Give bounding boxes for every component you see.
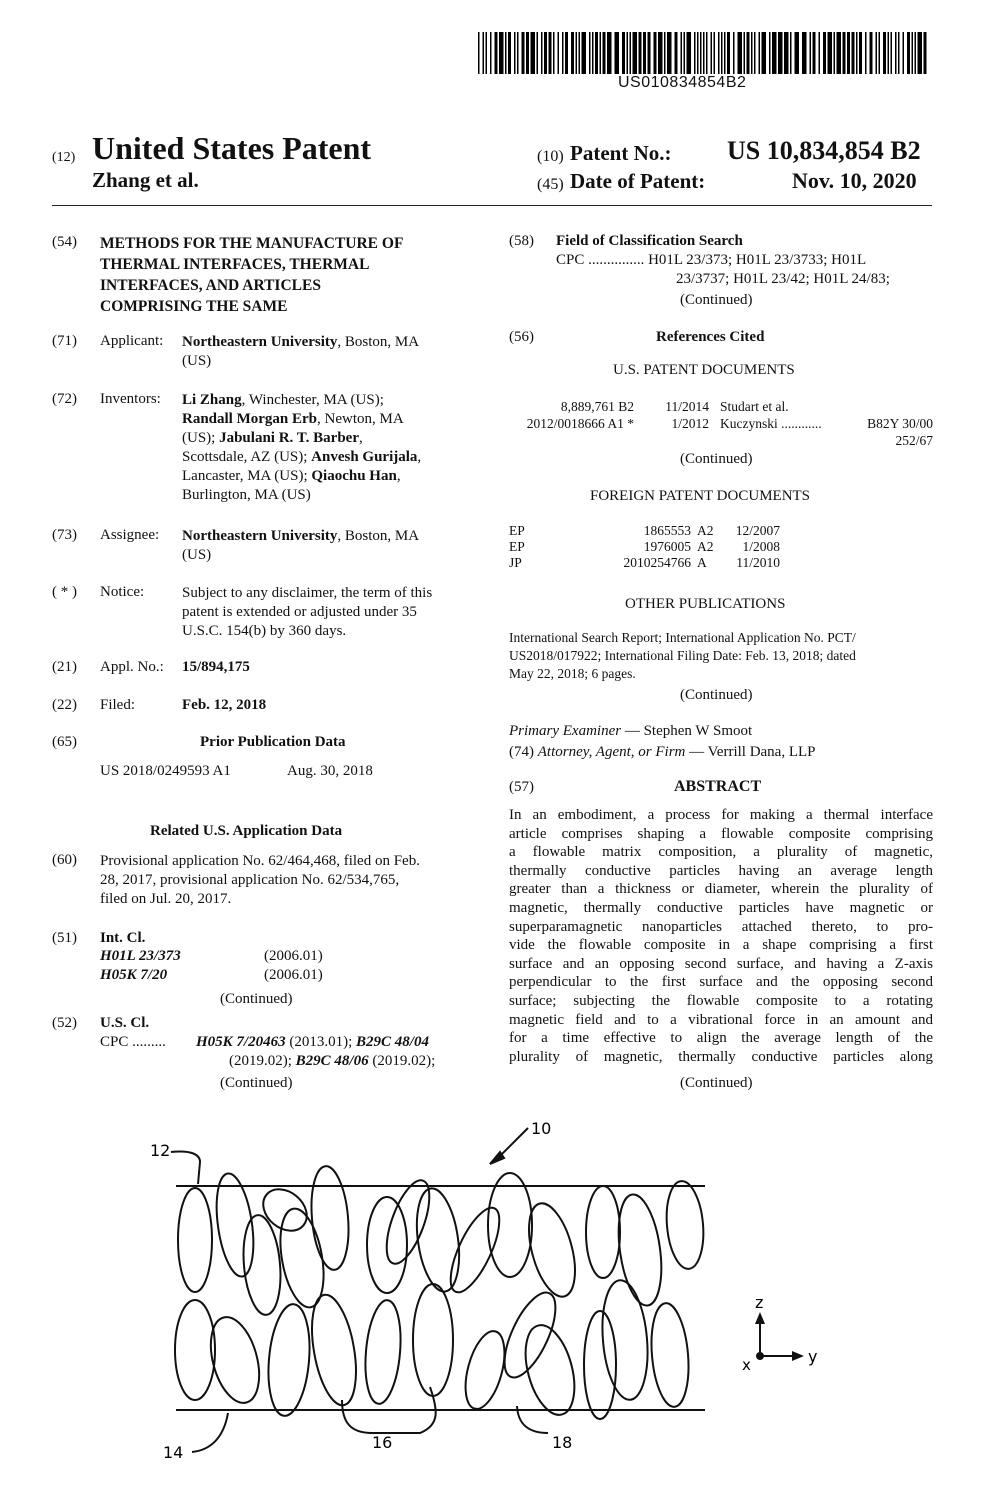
abstract-code: (57): [509, 779, 534, 795]
axis-y-arrow: [792, 1351, 804, 1361]
barcode-bar: [727, 32, 730, 74]
particle-ellipse: [586, 1186, 620, 1278]
barcode-bar: [813, 32, 816, 74]
barcode-bar: [870, 32, 873, 74]
us-doc-date: 11/2014: [665, 399, 709, 414]
barcode-bar: [582, 32, 587, 74]
us-doc-name: Kuczynski ............: [720, 416, 822, 431]
barcode-bar: [486, 32, 488, 74]
barcode-bar: [718, 32, 720, 74]
barcode-bar: [810, 32, 812, 74]
particle-ellipse: [255, 1181, 315, 1239]
axis-x-label: x: [742, 1356, 751, 1374]
barcode-bar: [627, 32, 629, 74]
intcl-label: Int. Cl.: [100, 930, 146, 946]
barcode-bar: [694, 32, 696, 74]
uscl-version: (2019.02);: [229, 1053, 296, 1069]
particle-ellipse: [494, 1286, 566, 1385]
barcode-bar: [759, 32, 761, 74]
examiner-dash: —: [621, 723, 644, 739]
barcode-bar: [859, 32, 862, 74]
filed-code: (22): [52, 697, 77, 713]
barcode-bar: [633, 32, 638, 74]
foreign-country: EP: [509, 539, 525, 554]
assignee-code: (73): [52, 527, 77, 543]
other-line: International Search Report; International Application No. PCT/: [509, 630, 856, 645]
barcode: [478, 32, 930, 74]
foreign-date: 11/2010: [736, 555, 780, 570]
particle-ellipse: [648, 1302, 693, 1409]
prior-code: (65): [52, 734, 77, 750]
abstract-line: magnetic field and to a vibrational force in an amount and: [509, 1011, 933, 1028]
barcode-bar: [576, 32, 578, 74]
particle-ellipse: [458, 1327, 512, 1413]
barcode-bar: [843, 32, 846, 74]
barcode-bar: [541, 32, 543, 74]
assignee-label: Assignee:: [100, 527, 160, 543]
inventors-list: Li Zhang, Winchester, MA (US); Randall Morgan Erb, Newton, MA (US); Jabulani R. T. Barber, Scottsdale, AZ (US); Anvesh Gurijala, Lancaster, MA (US); Qiaochu Han, Burlington, MA (US): [182, 391, 482, 505]
date-label: Date of Patent:: [570, 169, 706, 193]
assignee-name: Northeastern University: [182, 528, 338, 544]
us-doc-name: Studart et al.: [720, 399, 789, 414]
ref-12: 12: [150, 1141, 171, 1160]
barcode-bar: [622, 32, 625, 74]
particle-ellipse: [488, 1173, 532, 1277]
abstract-heading: ABSTRACT: [674, 778, 762, 795]
field-continued: (Continued): [680, 292, 753, 308]
foreign-country: EP: [509, 523, 525, 538]
barcode-bar: [795, 32, 800, 74]
barcode-bar: [856, 32, 858, 74]
foreign-kind: A2: [697, 539, 714, 554]
notice-line: patent is extended or adjusted under 35: [182, 604, 417, 620]
uscl-class: H05K 7/20463: [196, 1034, 286, 1050]
axis-x-dot: [756, 1352, 764, 1360]
foreign-heading: FOREIGN PATENT DOCUMENTS: [590, 488, 811, 504]
barcode-bar: [499, 32, 504, 74]
axis-z-label: z: [755, 1293, 764, 1312]
applicant-code: (71): [52, 333, 77, 349]
barcode-bar: [537, 32, 539, 74]
abstract-line: magnetic, thermally conductive particles have magnetic or: [509, 899, 933, 916]
other-continued: (Continued): [680, 687, 753, 703]
inventor-name: Anvesh Gurijala: [311, 449, 418, 465]
barcode-bar: [888, 32, 890, 74]
leader-line-14: [192, 1413, 228, 1452]
particle-ellipse: [362, 1299, 405, 1406]
particle-ellipse: [663, 1180, 707, 1271]
abstract-line: for a time effective to align the average length of the: [509, 1030, 933, 1047]
abstract-line: surface; subjecting the flowable composite to a rotating: [509, 992, 933, 1009]
particles-group: [175, 1165, 707, 1420]
barcode-bar: [675, 32, 678, 74]
barcode-bar: [754, 32, 756, 74]
patent-type: United States Patent: [92, 130, 372, 166]
inventor-name: Randall Morgan Erb: [182, 411, 318, 427]
particle-ellipse: [584, 1311, 616, 1419]
uscl-line1: [196, 1034, 429, 1051]
us-doc-class: 252/67: [895, 433, 933, 448]
barcode-bar: [903, 32, 905, 74]
barcode-bar: [837, 32, 842, 74]
abstract-continued: (Continued): [680, 1075, 753, 1091]
field-heading: Field of Classification Search: [556, 233, 743, 249]
barcode-bar: [615, 32, 620, 74]
patent-number: US 10,834,854 B2: [727, 136, 921, 165]
barcode-bar: [531, 32, 536, 74]
patent-figure: [0, 1100, 1000, 1500]
examiner-name: Stephen W Smoot: [643, 723, 753, 739]
leader-line-10: [498, 1128, 528, 1158]
notice-text: [182, 584, 476, 641]
barcode-bar: [681, 32, 683, 74]
axis-z-arrow: [755, 1312, 765, 1324]
attorney-dash: —: [685, 744, 708, 760]
uscl-line2: [229, 1053, 435, 1070]
barcode-bar: [852, 32, 855, 74]
prior-heading: Prior Publication Data: [200, 734, 346, 750]
barcode-bar: [595, 32, 598, 74]
applicant-country: (US): [182, 353, 212, 369]
barcode-bar: [706, 32, 708, 74]
header-rule: [52, 205, 932, 206]
related-heading: Related U.S. Application Data: [150, 823, 343, 839]
inventor-location: , Winchester, MA (US);: [241, 392, 384, 408]
applicant-label: Applicant:: [100, 333, 164, 349]
field-code: (58): [509, 233, 534, 249]
assignee-value: [182, 527, 477, 565]
inventor-location: , Newton, MA: [317, 411, 404, 427]
barcode-bar: [654, 32, 657, 74]
intcl-version: (2006.01): [264, 948, 323, 964]
foreign-number: 2010254766: [623, 555, 691, 570]
uscl-continued: (Continued): [220, 1075, 293, 1091]
code-10: (10): [537, 148, 564, 165]
notice-line: Subject to any disclaimer, the term of this: [182, 585, 433, 601]
barcode-bar: [819, 32, 821, 74]
barcode-bar: [505, 32, 507, 74]
particle-ellipse: [240, 1214, 285, 1317]
barcode-bar: [658, 32, 663, 74]
particle-ellipse: [308, 1165, 353, 1272]
code-12: (12): [52, 150, 76, 165]
barcode-number: US010834854B2: [618, 74, 747, 91]
barcode-bar: [687, 32, 692, 74]
barcode-bar: [526, 32, 529, 74]
related-line: 28, 2017, provisional application No. 62/534,765,: [100, 872, 400, 888]
barcode-bar: [744, 32, 746, 74]
refs-heading: References Cited: [656, 329, 765, 345]
inventor-name: Qiaochu Han: [311, 468, 397, 484]
particle-ellipse: [305, 1291, 364, 1408]
appl-number: 15/894,175: [182, 659, 250, 675]
barcode-bar: [778, 32, 783, 74]
leader-line-12: [171, 1151, 200, 1184]
barcode-bar: [912, 32, 914, 74]
inventors-code: (72): [52, 391, 77, 407]
barcode-bar: [697, 32, 699, 74]
barcode-bar: [898, 32, 900, 74]
barcode-bar: [558, 32, 560, 74]
particle-ellipse: [178, 1188, 212, 1292]
other-heading: OTHER PUBLICATIONS: [625, 596, 786, 612]
barcode-bar: [549, 32, 552, 74]
other-line: US2018/017922; International Filing Date: Feb. 13, 2018; dated: [509, 648, 856, 663]
us-doc-number: 2012/0018666 A1 *: [526, 416, 634, 431]
other-publications: [509, 629, 933, 683]
related-line: Provisional application No. 62/464,468, filed on Feb.: [100, 853, 420, 869]
patent-date: Nov. 10, 2020: [792, 168, 917, 193]
barcode-bar: [562, 32, 564, 74]
abstract-line: superparamagnetic nanoparticles attached thereto, to pro-: [509, 918, 933, 935]
title-line: COMPRISING THE SAME: [100, 298, 288, 315]
foreign-date: 1/2008: [742, 539, 780, 554]
barcode-bar: [648, 32, 651, 74]
related-text: [100, 852, 476, 909]
title-line: THERMAL INTERFACES, THERMAL: [100, 256, 370, 273]
applicant-location: , Boston, MA: [337, 334, 420, 350]
attorney-label: Attorney, Agent, or Firm: [537, 744, 686, 760]
patent-no-label: Patent No.:: [570, 141, 672, 165]
barcode-bar: [714, 32, 716, 74]
particle-ellipse: [411, 1186, 465, 1295]
field-line: CPC ............... H01L 23/373; H01L 23/3733; H01L: [556, 252, 867, 268]
uscl-cpc: CPC .........: [100, 1034, 166, 1050]
inventor-location: Lancaster, MA (US);: [182, 468, 312, 484]
barcode-bar: [514, 32, 516, 74]
related-line: filed on Jul. 20, 2017.: [100, 891, 232, 907]
particle-ellipse: [264, 1302, 314, 1417]
us-doc-date: 1/2012: [671, 416, 709, 431]
filed-label: Filed:: [100, 697, 136, 713]
abstract-line: greater than a thickness or diameter, wherein the plurality of: [509, 881, 933, 898]
barcode-bar: [834, 32, 836, 74]
barcode-bar: [607, 32, 612, 74]
barcode-bar: [565, 32, 568, 74]
foreign-number: 1865553: [643, 523, 691, 538]
title-line: METHODS FOR THE MANUFACTURE OF: [100, 235, 404, 252]
ref-10: 10: [531, 1119, 552, 1138]
inventor-location: Burlington, MA (US): [182, 487, 311, 503]
barcode-bar: [553, 32, 555, 74]
barcode-bar: [664, 32, 666, 74]
abstract-line: In an embodiment, a process for making a thermal interface: [509, 807, 933, 823]
barcode-bar: [790, 32, 792, 74]
barcode-bar: [747, 32, 750, 74]
abstract-line: plurality of magnetic, thermally conductive particles along: [509, 1048, 933, 1065]
us-doc-number: 8,889,761 B2: [560, 399, 634, 414]
barcode-bar: [711, 32, 713, 74]
barcode-bar: [700, 32, 702, 74]
barcode-bar: [724, 32, 726, 74]
barcode-bar: [495, 32, 498, 74]
barcode-bar: [883, 32, 886, 74]
barcode-bar: [762, 32, 767, 74]
intcl-class: H01L 23/373: [100, 948, 181, 964]
uscl-class: B29C 48/04: [356, 1034, 429, 1050]
foreign-kind: A: [697, 555, 707, 570]
foreign-number: 1976005: [643, 539, 691, 554]
prior-date: Aug. 30, 2018: [287, 763, 373, 779]
barcode-bar: [490, 32, 492, 74]
abstract-text: [509, 806, 933, 1066]
particle-ellipse: [211, 1171, 259, 1279]
barcode-bar: [828, 32, 833, 74]
barcode-bar: [915, 32, 917, 74]
barcode-bar: [667, 32, 672, 74]
particle-ellipse: [413, 1284, 453, 1396]
barcode-bar: [847, 32, 850, 74]
barcode-bar: [751, 32, 753, 74]
barcode-bar: [879, 32, 881, 74]
ref-18: 18: [552, 1433, 573, 1452]
primary-examiner: [509, 723, 752, 740]
authors: Zhang et al.: [92, 168, 199, 192]
code-45: (45): [537, 176, 564, 193]
particle-ellipse: [175, 1300, 215, 1400]
inventors-label: Inventors:: [100, 391, 161, 407]
barcode-bar: [478, 32, 480, 74]
barcode-bar: [823, 32, 826, 74]
applicant-value: [182, 333, 477, 371]
us-docs-heading: U.S. PATENT DOCUMENTS: [613, 362, 795, 378]
abstract-line: surface and an opposing second surface, and having a Z-axis: [509, 955, 933, 972]
intcl-continued: (Continued): [220, 991, 293, 1007]
barcode-bar: [733, 32, 735, 74]
barcode-bar: [865, 32, 867, 74]
barcode-bar: [483, 32, 485, 74]
uscl-version: (2013.01);: [285, 1034, 357, 1050]
filed-date: Feb. 12, 2018: [182, 697, 267, 713]
appl-code: (21): [52, 659, 77, 675]
examiner-label: Primary Examiner: [509, 723, 622, 739]
barcode-bar: [907, 32, 910, 74]
barcode-bar: [891, 32, 893, 74]
barcode-bar: [544, 32, 547, 74]
refs-continued: (Continued): [680, 451, 753, 467]
particle-ellipse: [441, 1202, 509, 1299]
uscl-version: (2019.02);: [368, 1053, 436, 1069]
abstract-line: perpendicular to the first surface and the opposing second: [509, 974, 933, 991]
intcl-code: (51): [52, 930, 77, 946]
title-code: (54): [52, 234, 77, 250]
barcode-bar: [600, 32, 602, 74]
ref-16: 16: [372, 1433, 393, 1452]
abstract-line: vide the flowable composite in a shape comprising a first: [509, 937, 933, 954]
barcode-bar: [802, 32, 807, 74]
other-line: May 22, 2018; 6 pages.: [509, 666, 636, 681]
barcode-bar: [772, 32, 777, 74]
inventor-name: Li Zhang: [182, 392, 242, 408]
barcode-bar: [592, 32, 594, 74]
arrowhead-10: [490, 1152, 504, 1164]
assignee-country: (US): [182, 547, 212, 563]
barcode-bar: [895, 32, 897, 74]
inventor-name: Jabulani R. T. Barber: [219, 430, 359, 446]
attorney: [509, 744, 816, 761]
applicant-name: Northeastern University: [182, 334, 338, 350]
appl-label: Appl. No.:: [100, 659, 164, 675]
barcode-bar: [571, 32, 574, 74]
barcode-bar: [522, 32, 525, 74]
barcode-bar: [643, 32, 646, 74]
barcode-bar: [876, 32, 878, 74]
invention-title: [100, 233, 403, 317]
barcode-bar: [579, 32, 581, 74]
barcode-bar: [924, 32, 927, 74]
intcl-version: (2006.01): [264, 967, 323, 983]
intcl-class: H05K 7/20: [100, 967, 168, 983]
barcode-bar: [508, 32, 511, 74]
attorney-name: Verrill Dana, LLP: [707, 744, 816, 760]
abstract-line: article comprises shaping a flowable composite comprising: [509, 825, 933, 842]
foreign-kind: A2: [697, 523, 714, 538]
field-line: 23/3737; H01L 23/42; H01L 24/83;: [676, 271, 890, 287]
title-line: INTERFACES, AND ARTICLES: [100, 277, 321, 294]
attorney-code: (74): [509, 744, 534, 760]
barcode-bar: [721, 32, 723, 74]
abstract-line: a flowable matrix composition, a plurality of magnetic,: [509, 844, 933, 861]
barcode-bar: [703, 32, 705, 74]
barcode-bar: [769, 32, 771, 74]
prior-publication: US 2018/0249593 A1: [100, 763, 231, 779]
us-doc-class: B82Y 30/00: [867, 416, 933, 431]
barcode-bar: [684, 32, 686, 74]
assignee-location: , Boston, MA: [337, 528, 420, 544]
foreign-country: JP: [509, 555, 522, 570]
foreign-date: 12/2007: [735, 523, 780, 538]
barcode-bar: [918, 32, 923, 74]
notice-code: ( * ): [52, 584, 77, 600]
barcode-bar: [630, 32, 632, 74]
barcode-bar: [738, 32, 743, 74]
notice-line: U.S.C. 154(b) by 360 days.: [182, 623, 347, 639]
refs-code: (56): [509, 329, 534, 345]
uscl-label: U.S. Cl.: [100, 1015, 150, 1031]
particle-ellipse: [598, 1278, 652, 1401]
uscl-class: B29C 48/06: [295, 1053, 369, 1069]
particle-ellipse: [612, 1192, 667, 1308]
barcode-bar: [517, 32, 519, 74]
inventor-location: Scottsdale, AZ (US);: [182, 449, 312, 465]
barcode-bar: [603, 32, 606, 74]
barcode-bar: [589, 32, 591, 74]
axis-y-label: y: [808, 1347, 818, 1366]
related-code: (60): [52, 852, 77, 868]
notice-label: Notice:: [100, 584, 145, 600]
abstract-line: thermally conductive particles having an average length: [509, 862, 933, 879]
barcode-bar: [639, 32, 642, 74]
inventor-location: (US);: [182, 430, 220, 446]
barcode-bar: [784, 32, 789, 74]
uscl-code: (52): [52, 1015, 77, 1031]
ref-14: 14: [163, 1443, 184, 1462]
